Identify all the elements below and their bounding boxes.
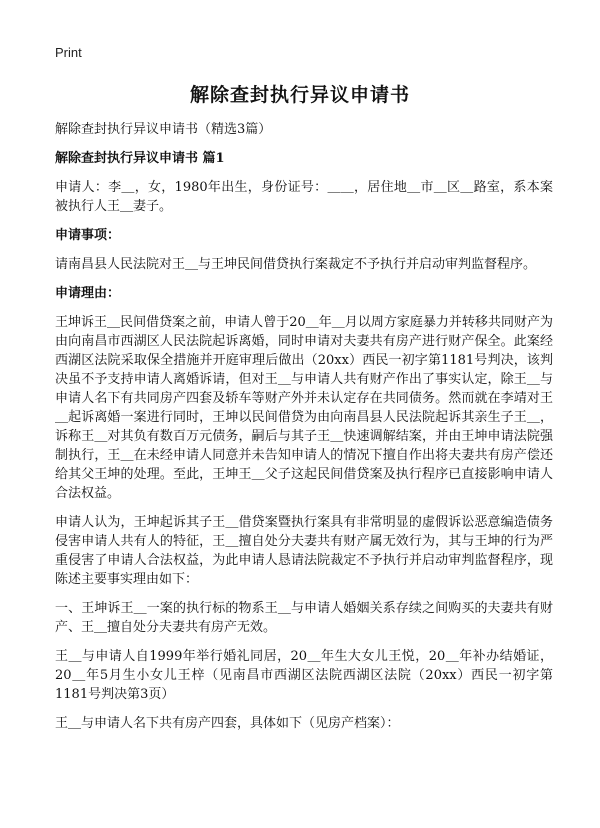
reasons-paragraph-1: 王坤诉王＿民间借贷案之前，申请人曾于20＿年＿月以周方家庭暴力并转移共同财产为由向南昌市西湖区人民法院起诉离婚，同时申请对夫妻共有房产进行财产保全。此案经西湖区法院采取保全措施并开庭审理后做出（20xx）西民一初字第1181号判决，该判决虽不予支持申请人离婚诉请，但对王＿与申请人共有财产作出了事实认定，除王＿与申请人名下有共同房产四套及轿车等财产外并未认定存在共同债务。然而就在李靖对王＿起诉离婚一案进行同时，王坤以民间借贷为由向南昌县人民法院起诉其亲生子王＿，诉称王＿对其负有数百万元债务，嗣后与其子王＿快速调解结案，并由王坤申请法院强制执行，王＿在未经申请人同意并未告知申请人的情况下擅自作出将夫妻共有房产偿还给其父王坤的处理。至此，王坤王＿父子这起民间借贷案及执行程序已直接影响申请人合法权益。 [55,315,553,501]
page-title: 解除查封执行异议申请书 [189,84,410,106]
matters-paragraph: 请南昌县人民法院对王＿与王坤民间借贷执行案裁定不予执行并启动审判监督程序。 [55,257,537,272]
matters-heading: 申请事项： [55,228,121,243]
document-subtitle: 解除查封执行异议申请书（精选3篇） [55,122,272,137]
property-paragraph: 王＿与申请人名下共有房产四套，具体如下（见房产档案）： [55,716,400,731]
applicant-paragraph: 申请人：李＿，女，1980年出生，身份证号：＿＿，居住地＿市＿区＿路室，系本案被执行人王＿妻子。 [55,180,553,214]
document-body [55,120,553,743]
section-heading: 解除查封执行异议申请书 篇1 [55,151,225,166]
print-link[interactable]: Print [55,45,82,60]
reasons-heading: 申请理由： [55,286,121,301]
point-1-paragraph: 一、王坤诉王＿一案的执行标的物系王＿与申请人婚姻关系存续之间购买的夫妻共有财产、王＿擅自处分夫妻共有房产无效。 [55,601,553,635]
reasons-paragraph-2: 申请人认为，王坤起诉其子王＿借贷案暨执行案具有非常明显的虚假诉讼恶意编造债务侵害申请人共有人的特征，王＿擅自处分夫妻共有财产属无效行为，其与王坤的行为严重侵害了申请人合法权益，为此申请人恳请法院裁定不予执行并启动审判监督程序，现陈述主要事实理由如下： [55,515,553,587]
marriage-paragraph: 王＿与申请人自1999年举行婚礼同居，20＿年生大女儿王悦，20＿年补办结婚证，20＿年5月生小女儿王梓（见南昌市西湖区法院西湖区法院（20xx）西民一初字第1181号判决第3页） [55,649,553,702]
